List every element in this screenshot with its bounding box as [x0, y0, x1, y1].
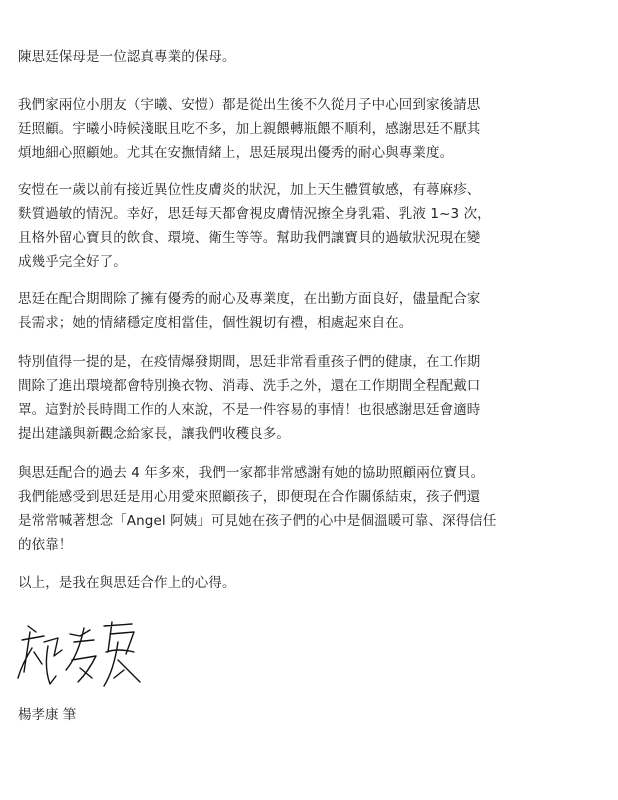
text-line: 且格外留心寶貝的飲食、環境、衛生等等。幫助我們讓寶貝的過敏狀況現在變: [18, 230, 481, 246]
text-line: 間除了進出環境都會特別換衣物、消毒、洗手之外，還在工作期間全程配戴口: [18, 378, 481, 394]
text-line: 我們家兩位小朋友（宇曦、安愷）都是從出生後不久從月子中心回到家後請思: [18, 97, 481, 113]
text-line: 罩。這對於長時間工作的人來說，不是一件容易的事情！也很感謝思廷會適時: [18, 402, 481, 418]
paragraph-intro: [18, 45, 578, 69]
text-line: 提出建議與新觀念給家長，讓我們收穫良多。: [18, 426, 290, 442]
text-line: 特別值得一提的是，在疫情爆發期間，思廷非常看重孩子們的健康，在工作期: [18, 354, 481, 370]
paragraph-pandemic: [18, 350, 578, 446]
text-line: 與思廷配合的過去 4 年多來，我們一家都非常感謝有她的協助照顧兩位寶貝。: [18, 465, 485, 481]
handwritten-signature: [14, 612, 144, 692]
text-line: 思廷在配合期間除了擁有優秀的耐心及專業度，在出勤方面良好，儘量配合家: [18, 291, 481, 307]
text-line: 是常常喊著想念「Angel 阿姨」可見她在孩子們的心中是個溫暖可靠、深得信任: [18, 513, 497, 529]
text-line: 安愷在一歲以前有接近異位性皮膚炎的狀況，加上天生體質敏感，有蕁麻疹、: [18, 182, 481, 198]
paragraph-attendance: [18, 287, 578, 335]
text-line: 我們能感受到思廷是用心用愛來照顧孩子，即便現在合作關係結束，孩子們還: [18, 489, 481, 505]
paragraph-gratitude: [18, 461, 578, 557]
text-line: 長需求；她的情緒穩定度相當佳，個性親切有禮，相處起來自在。: [18, 315, 413, 331]
signer-name: 楊孝康 筆: [18, 707, 77, 723]
paragraph-children-care: [18, 93, 578, 165]
paragraph-closing: [18, 571, 578, 595]
text-line: 煩地細心照顧她。尤其在安撫情緒上，思廷展現出優秀的耐心與專業度。: [18, 145, 454, 161]
text-line: 成幾乎完全好了。: [18, 254, 127, 270]
text-line: 以上，是我在與思廷合作上的心得。: [18, 575, 236, 591]
text-line: 廷照顧。宇曦小時候淺眠且吃不多，加上親餵轉瓶餵不順利，感謝思廷不厭其: [18, 121, 481, 137]
text-line: 陳思廷保母是一位認真專業的保母。: [18, 49, 236, 65]
text-line: 麩質過敏的情況。幸好，思廷每天都會視皮膚情況擦全身乳霜、乳液 1~3 次，: [18, 206, 491, 222]
text-line: 的依靠！: [18, 537, 73, 553]
paragraph-allergy-care: [18, 178, 578, 274]
